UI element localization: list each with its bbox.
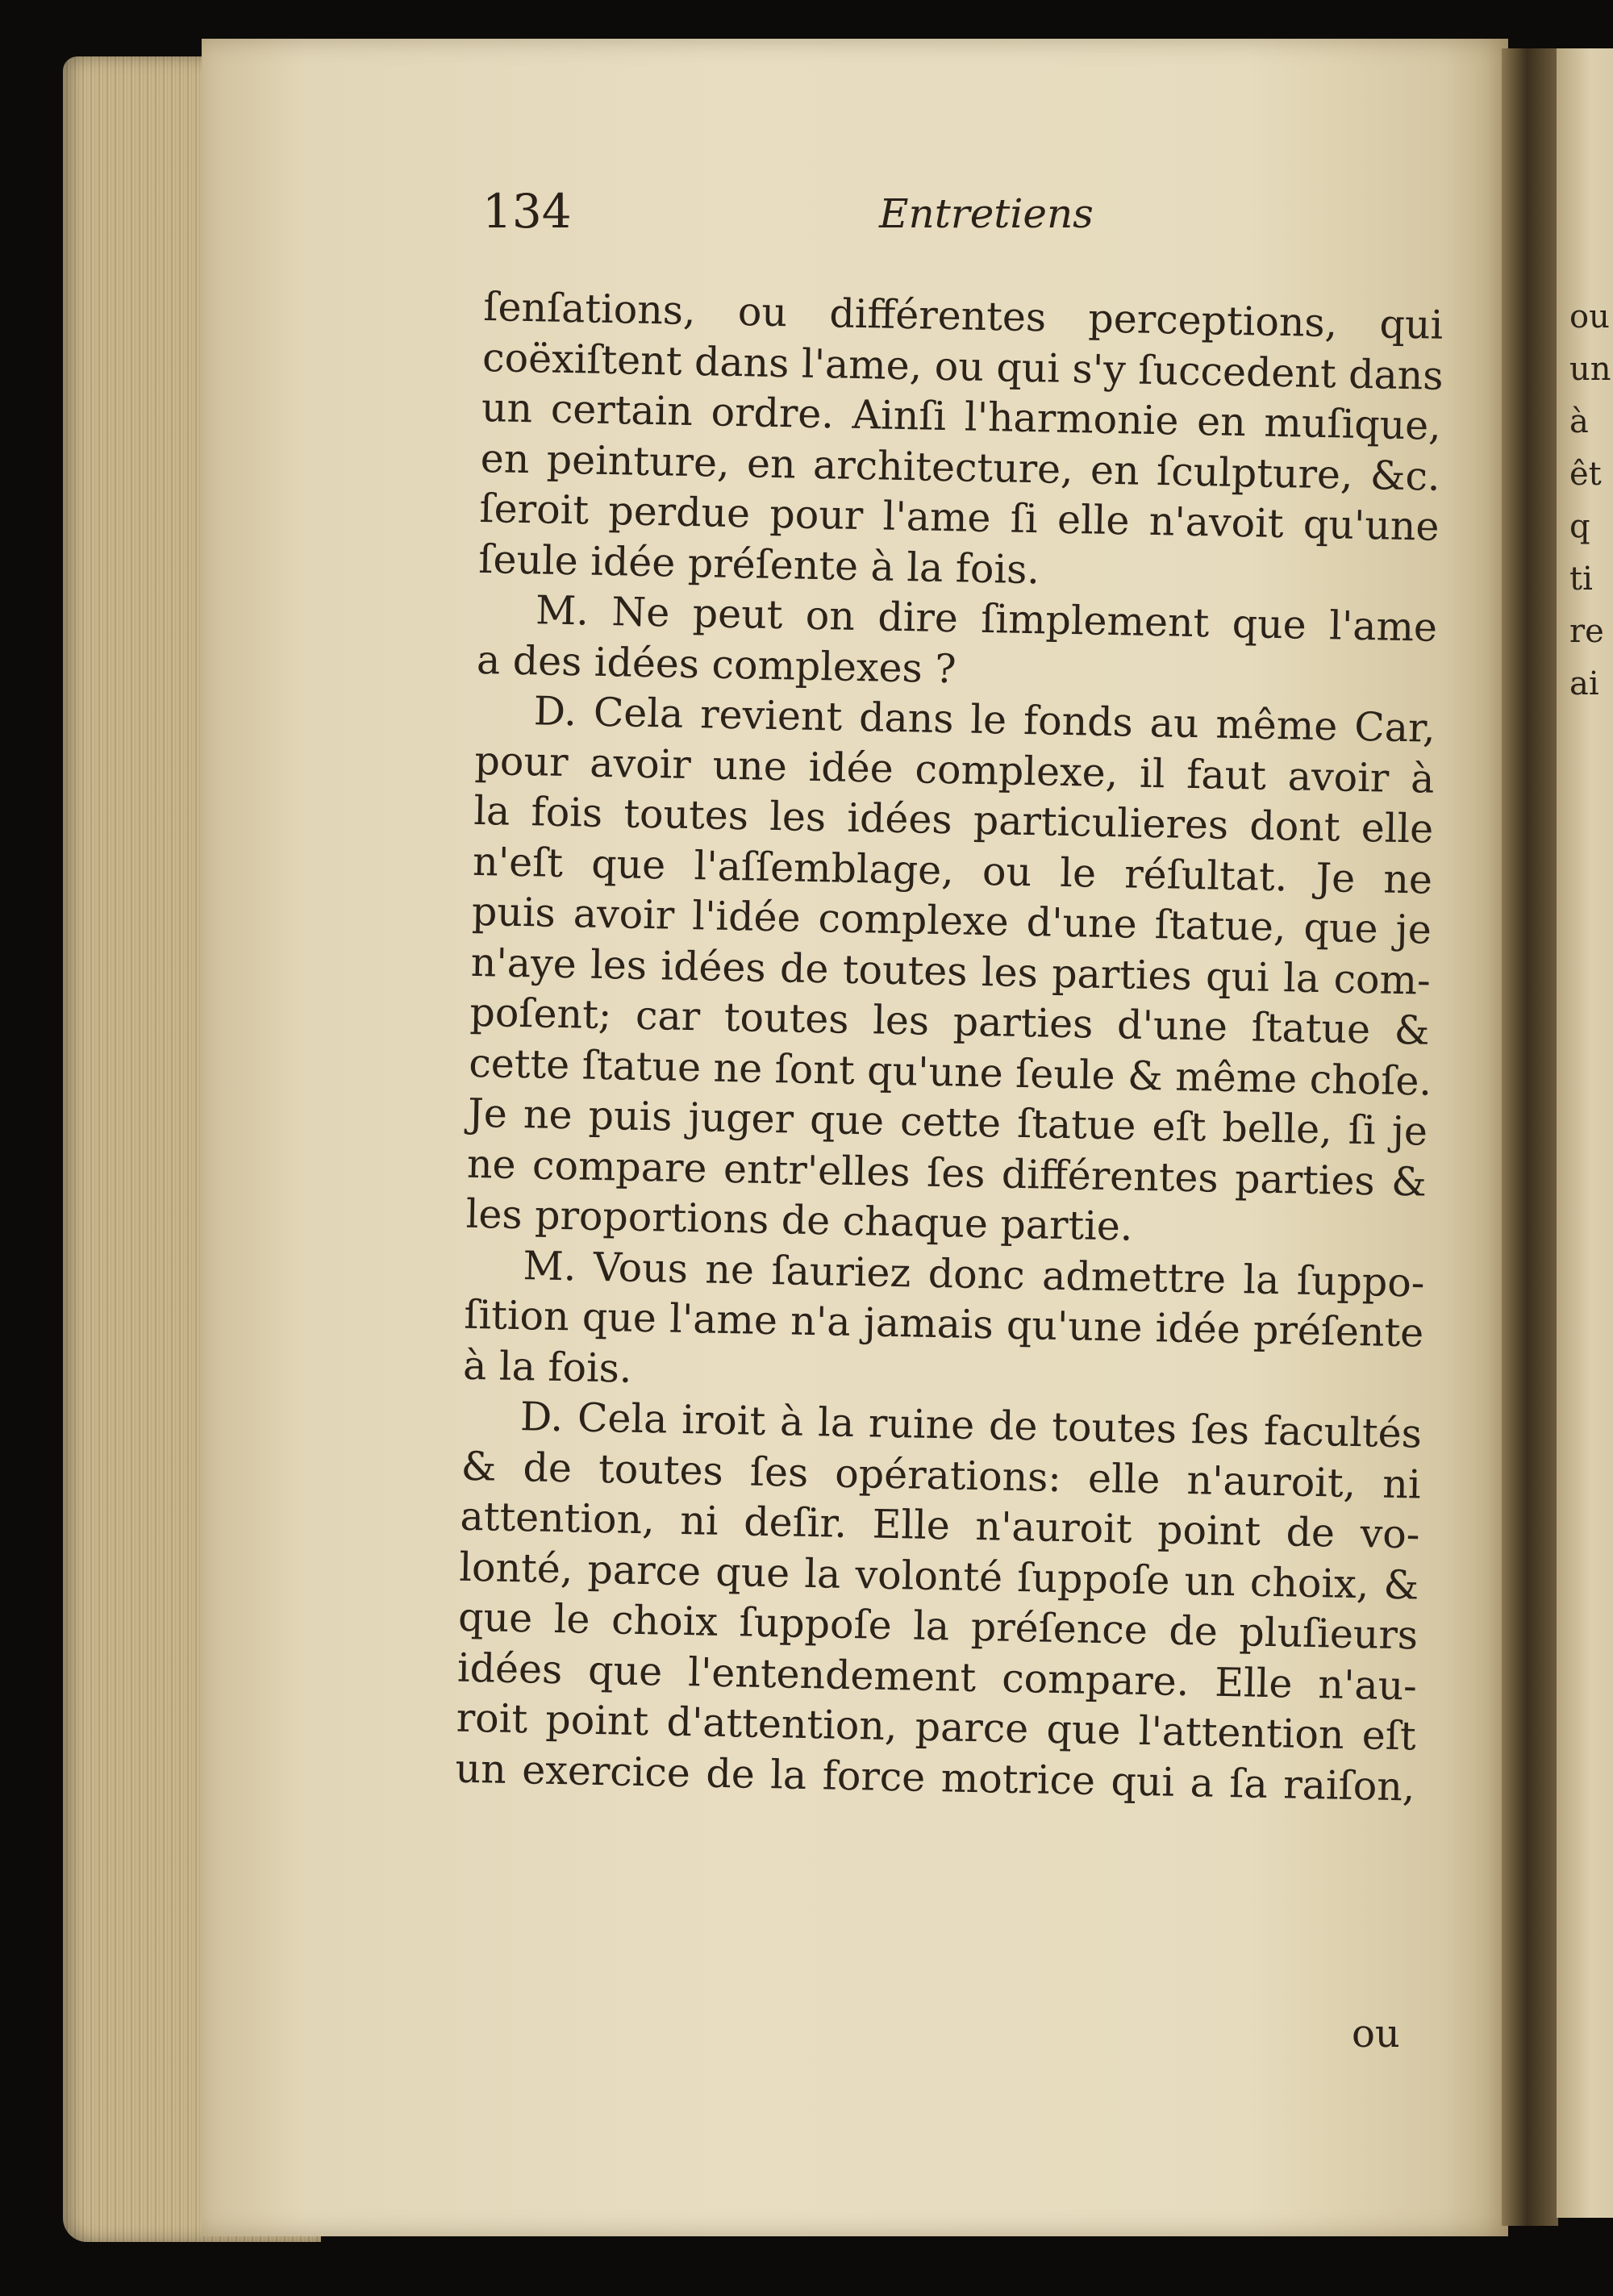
text-line: les proportions de chaque partie. [465,1190,1133,1250]
facing-fragment: q [1569,508,1590,545]
text-line: lonté, parce que la volonté ſuppoſe un choix, & [458,1544,1419,1609]
facing-fragment: êt [1569,456,1602,493]
text-line: & de toutes ſes opérations: elle n'auroit, ni [461,1443,1422,1508]
facing-fragment: ti [1569,560,1593,598]
facing-fragment: à [1569,403,1589,440]
page-number: 134 [482,184,572,239]
text-line: coëxiſtent dans l'ame, ou qui s'y ſuccedent dans [481,334,1444,399]
text-line: ſenſations, ou différentes perceptions, qui [482,283,1444,348]
text-line: ſeule idée préſente à la fois. [477,535,1040,593]
text-line: un certain ordre. Ainſi l'harmonie en muſique, [481,384,1442,449]
facing-fragment: ou [1569,298,1610,335]
catchword: ou [1352,2011,1400,2056]
text-line: pour avoir une idée complexe, il faut avoir à [474,737,1435,802]
facing-page [1557,48,1613,2218]
text-line: a des idées complexes ? [476,636,957,692]
text-line: poſent; car toutes les parties d'une ſtatue & [469,989,1430,1054]
facing-fragment: un [1569,351,1611,388]
text-line: ſition que l'ame n'a jamais qu'une idée préſente [463,1291,1424,1356]
facing-fragment: re [1569,613,1604,650]
text-line: que le choix ſuppoſe la préſence de pluſieurs [457,1594,1419,1659]
text-line: D. Cela revient dans le fonds au même Car, [533,688,1436,752]
text-line: cette ſtatue ne ſont qu'une ſeule & même choſe. [468,1040,1432,1105]
text-line: n'eſt que l'aſſemblage, ou le réſultat. Je ne [472,838,1433,903]
text-line: D. Cela iroit à la ruine de toutes ſes facultés [519,1394,1423,1457]
text-line: n'aye les idées de toutes les parties qui la com- [470,939,1432,1004]
text-line: roit point d'attention, parce que l'attention eſt [456,1694,1417,1760]
running-head: Entretiens [879,190,1094,237]
text-line: attention, ni deſir. Elle n'auroit point de vo- [460,1493,1420,1558]
facing-fragment: ai [1569,665,1599,702]
text-line: la fois toutes les idées particulieres dont elle [473,787,1434,852]
text-line: un exercice de la force motrice qui a ſa raiſon, [455,1745,1415,1810]
text-line: puis avoir l'idée complexe d'une ſtatue, que je [471,888,1432,953]
text-line: ne compare entr'elles ſes différentes parties & [466,1140,1428,1206]
text-line: Je ne puis juger que cette ſtatue eſt belle, ſi je [467,1090,1428,1155]
book-gutter [1502,48,1558,2226]
text-line: ſeroit perdue pour l'ame ſi elle n'avoit qu'une [479,485,1440,550]
text-line: M. Ne peut on dire ſimplement que l'ame [535,587,1438,651]
text-line: M. Vous ne ſauriez donc admettre la ſuppo- [523,1242,1425,1306]
text-line: idées que l'entendement compare. Elle n'au- [456,1644,1418,1710]
text-line: à la fois. [462,1342,633,1392]
body-text [455,282,1444,1812]
text-line: en peinture, en architecture, en ſculpture, &c. [480,435,1441,500]
